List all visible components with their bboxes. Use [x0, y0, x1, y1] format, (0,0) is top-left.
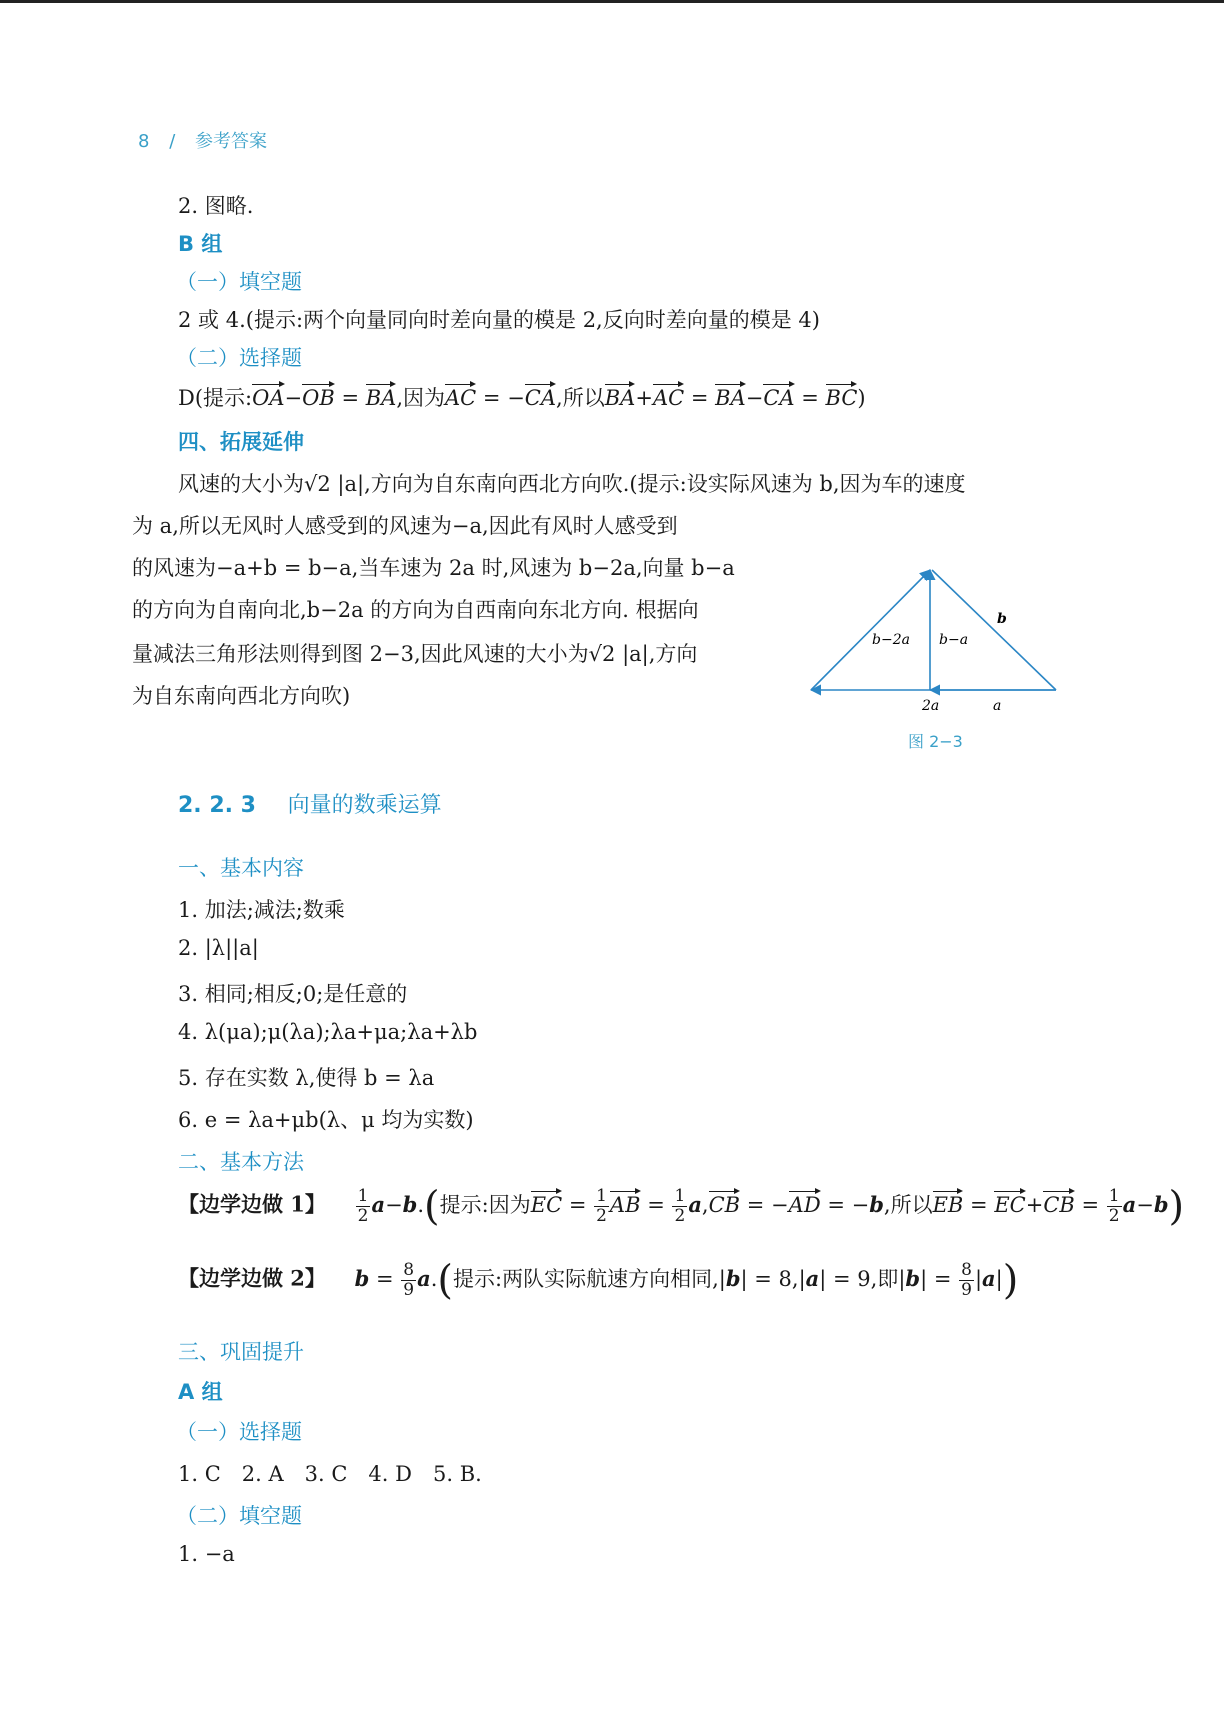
vector-ac-2: AC [653, 382, 684, 410]
fill-answer: 2 或 4.(提示:两个向量同向时差向量的模是 2,反向时差向量的模是 4) [178, 308, 820, 332]
vector-ac: AC [445, 382, 476, 410]
vector-ca: CA [525, 382, 556, 410]
b-group-heading: B 组 [178, 232, 223, 256]
wind-line-1: 风速的大小为√2 |a|,方向为自东南向西北方向吹.(提示:设实际风速为 b,因为车的速度 [178, 472, 966, 496]
vector-oa: OA [252, 382, 284, 410]
wind-line-3: 的风速为−a+b = b−a,当车速为 2a 时,风速为 b−2a,向量 b−a [132, 556, 735, 580]
basic-content-item-5: 5. 存在实数 λ,使得 b = λa [178, 1066, 435, 1090]
figure-caption: 图 2−3 [908, 732, 963, 751]
a-group-heading: A 组 [178, 1380, 223, 1404]
answer-figure-omitted: 2. 图略. [178, 194, 254, 218]
wind-line-2: 为 a,所以无风时人感受到的风速为−a,因此有风时人感受到 [132, 514, 678, 538]
vector-ba-3: BA [715, 382, 746, 410]
choice-so: ,所以 [556, 386, 605, 410]
basic-content-item-2: 2. |λ||a| [178, 936, 259, 960]
vector-ba-2: BA [605, 382, 636, 410]
choice-because: ,因为 [396, 386, 446, 410]
wind-line-5: 量减法三角形法则得到图 2−3,因此风速的大小为√2 |a|,方向 [132, 642, 698, 666]
label-a: a [993, 698, 1002, 714]
vector-bc: BC [826, 382, 858, 410]
section-number: 2. 2. 3 [178, 793, 256, 818]
fill-heading: （一）填空题 [176, 270, 302, 294]
page-header [138, 127, 281, 153]
section-extension-heading: 四、拓展延伸 [178, 430, 304, 454]
section-2-2-3 [178, 788, 442, 819]
wind-line-6: 为自东南向西北方向吹) [132, 684, 351, 708]
basic-content-item-4: 4. λ(μa);μ(λa);λa+μa;λa+λb [178, 1020, 478, 1044]
vector-b-minus-2a-line [811, 570, 930, 690]
section-title: 向量的数乘运算 [287, 793, 442, 818]
vector-b-line [932, 570, 1056, 690]
fill-heading-2: （二）填空题 [176, 1504, 302, 1528]
exercise-1: 【边学边做 1】 $\frac{1}{2}$ a−b.(提示:因为EC = $\frac{1}{2}$ AB = $\frac{1}{2}$ a,CB = −AD = −b,所以EB = EC+CB = $\frac{1}{2}$ a−b) [178, 1183, 1185, 1229]
exercise-2-label: 【边学边做 2】 [178, 1265, 326, 1291]
choice-heading-2: （一）选择题 [176, 1420, 302, 1444]
basic-content-heading: 一、基本内容 [178, 856, 304, 880]
top-rule [0, 0, 1224, 3]
choice-prefix: D(提示: [178, 386, 253, 410]
choice-heading: （二）选择题 [176, 346, 302, 370]
exercise-1-label: 【边学边做 1】 [178, 1191, 326, 1217]
label-b: b [997, 611, 1007, 627]
vector-ob: OB [302, 382, 335, 410]
vector-ba: BA [366, 382, 397, 410]
label-b-a: b−a [939, 632, 969, 648]
vector-ca-2: CA [763, 382, 794, 410]
header-title: 参考答案 [195, 131, 267, 152]
basic-content-item-3: 3. 相同;相反;0;是任意的 [178, 982, 408, 1006]
header-separator: / [169, 131, 176, 152]
wind-line-4: 的方向为自南向北,b−2a 的方向为自西南向东北方向. 根据向 [132, 598, 699, 622]
fill-answer-1: 1. −a [178, 1542, 235, 1566]
choice-answer: D(提示:OA−OB = BA,因为AC = −CA,所以BA+AC = BA−CA = BC) [178, 382, 866, 412]
basic-content-item-6: 6. e = λa+μb(λ、μ 均为实数) [178, 1108, 474, 1132]
basic-content-item-1: 1. 加法;减法;数乘 [178, 898, 345, 922]
choice-close: ) [857, 386, 866, 410]
label-2a: 2a [922, 698, 940, 714]
label-b-2a: b−2a [872, 632, 910, 648]
choice-answers-list: 1. C 2. A 3. C 4. D 5. B. [178, 1462, 482, 1486]
exercise-2: 【边学边做 2】 b = $\frac{8}{9}$ a.(提示:两队实际航速方向相同,|b| = 8,|a| = 9,即|b| = $\frac{8}{9}$ |a|) [178, 1257, 1019, 1303]
vector-triangle-figure [806, 560, 1068, 715]
page-number: 8 [138, 131, 150, 152]
consolidate-heading: 三、巩固提升 [178, 1340, 304, 1364]
fraction-half: $\frac{1}{2}$ [357, 1185, 369, 1226]
basic-method-heading: 二、基本方法 [178, 1150, 304, 1174]
